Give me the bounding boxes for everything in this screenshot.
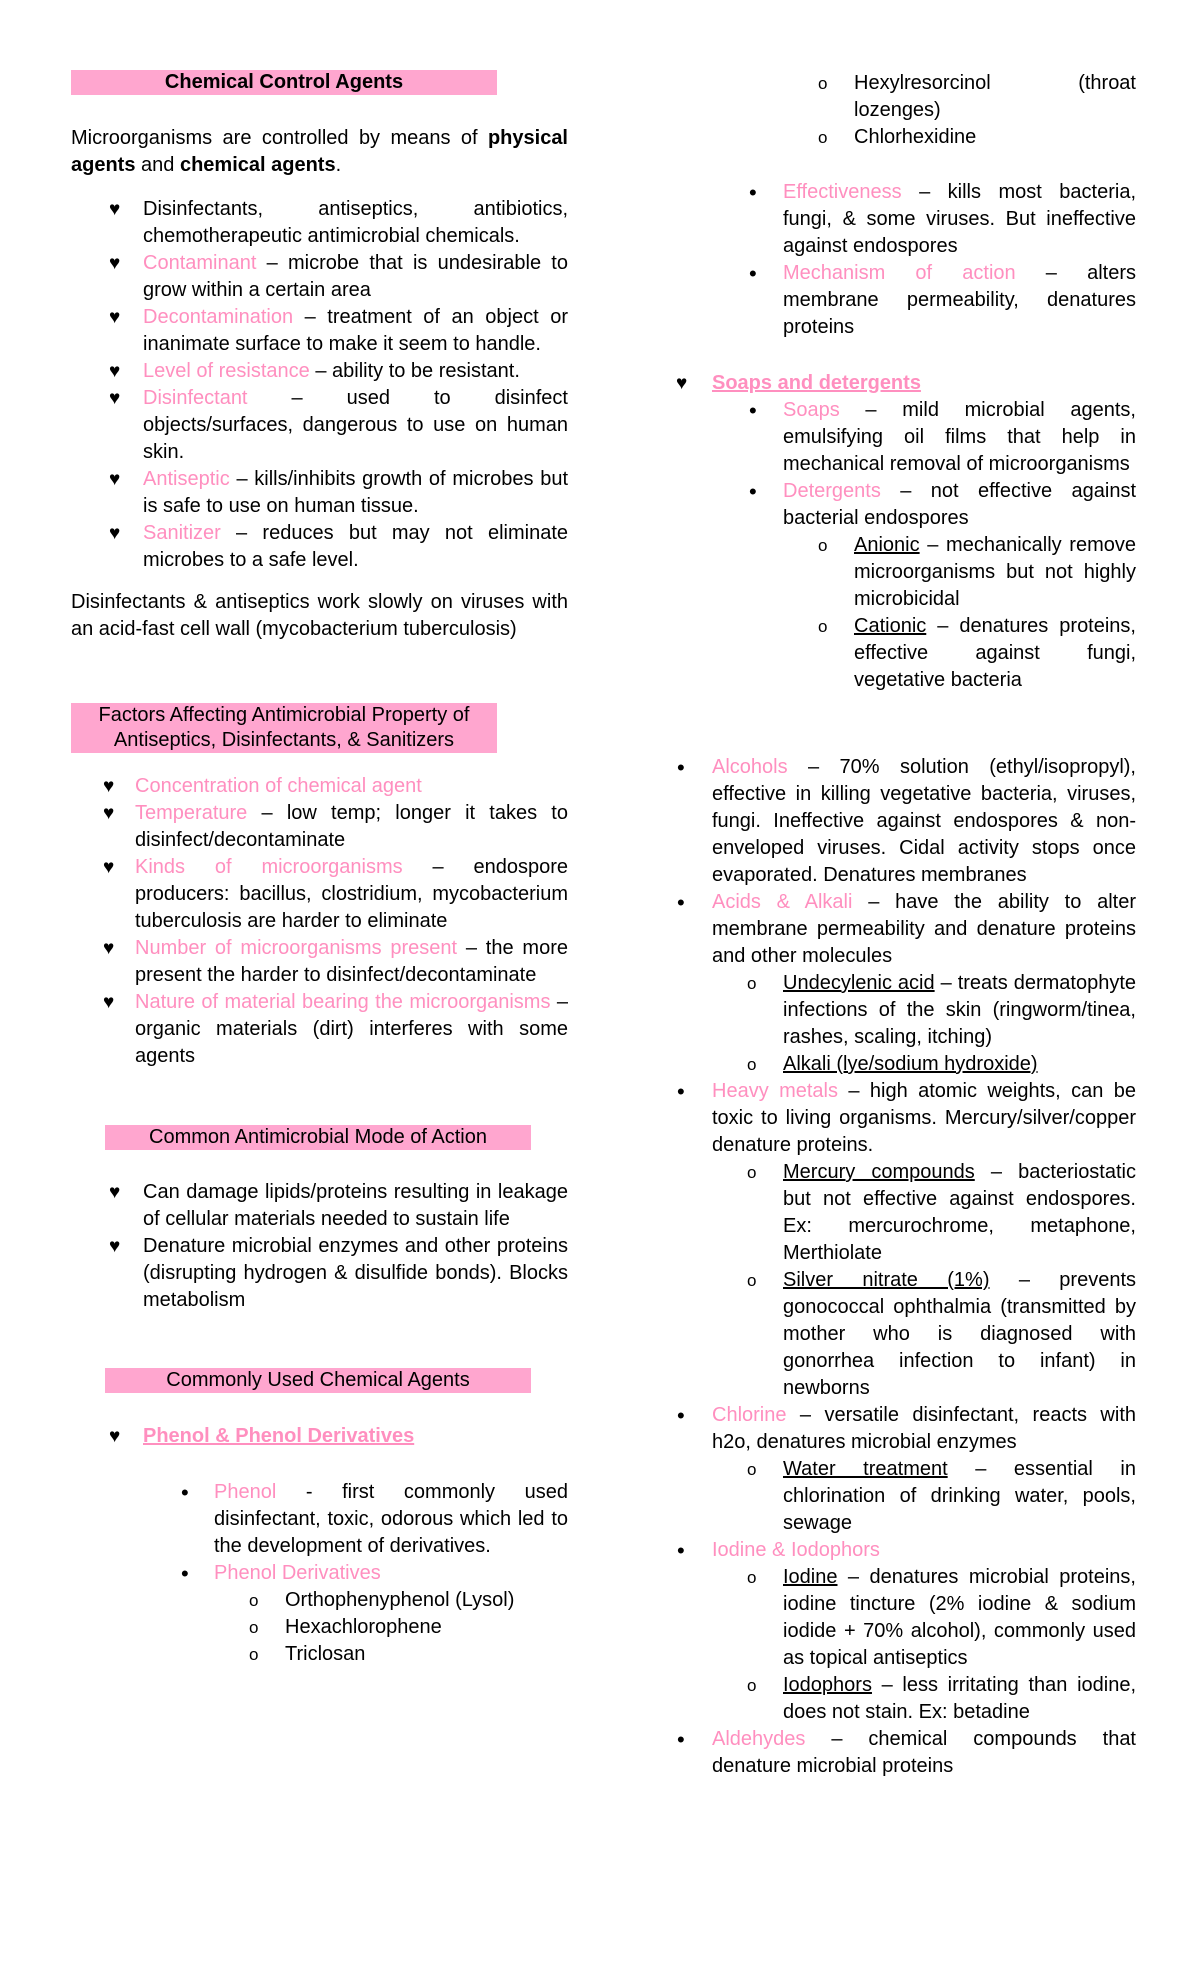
derivative-text: Hexachlorophene (285, 1616, 442, 1638)
mechanism-text: – alters membrane permeability, denatures proteins (783, 262, 1136, 338)
list-item (71, 1179, 568, 1233)
circle-bullet-icon: o (747, 1568, 757, 1587)
list-item (71, 1233, 568, 1314)
term-label: Disinfectant (143, 387, 248, 409)
term-text: – microbe that is undesirable to grow within a certain area (143, 252, 568, 301)
term-text: Disinfectants, antiseptics, antibiotics, chemotherapeutic antimicrobial chemicals. (143, 198, 568, 247)
mode-text: Can damage lipids/proteins resulting in leakage of cellular materials needed to sustain life (143, 1181, 568, 1230)
circle-bullet-icon: o (249, 1645, 259, 1664)
heart-bullet-icon: ♥ (676, 373, 688, 394)
heart-bullet-icon: ♥ (109, 469, 121, 490)
list-item (677, 1078, 1136, 1159)
list-item (682, 179, 1136, 260)
mercury-text: – bacteriostatic but not effective against endospores. Ex: mercurochrome, metaphone, Merthiolate (783, 1161, 1136, 1264)
dot-bullet-icon: • (677, 755, 685, 780)
list-item (682, 1159, 1136, 1267)
iodophors-text: – less irritating than iodine, does not stain. Ex: betadine (783, 1674, 1136, 1723)
circle-bullet-icon: o (747, 1163, 757, 1182)
mechanism-label: Mechanism of action (783, 262, 1016, 284)
list-item (71, 1560, 568, 1587)
factor-label: Nature of material bearing the microorganisms (135, 991, 551, 1013)
mode-text: Denature microbial enzymes and other proteins (disrupting hydrogen & disulfide bonds). Blocks metabolism (143, 1235, 568, 1311)
factor-label: Number of microorganisms present (135, 937, 458, 959)
undecylenic-label: Undecylenic acid (783, 972, 935, 994)
list-item (71, 250, 568, 304)
heart-bullet-icon: ♥ (103, 938, 115, 959)
anionic-label: Anionic (854, 534, 920, 556)
list-item (682, 613, 1136, 694)
list-item (682, 124, 1136, 151)
alkali-label: Alkali (lye/sodium hydroxide) (783, 1053, 1038, 1075)
list-item (71, 385, 568, 466)
soaps-title: Soaps and detergents (712, 372, 921, 394)
list-item (71, 1479, 568, 1560)
factors-list (71, 773, 568, 1070)
right-column (676, 70, 1136, 1780)
section-header-factors: Factors Affecting Antimicrobial Property of Antiseptics, Disinfectants, & Sanitizers (71, 703, 497, 753)
dot-bullet-icon: • (749, 180, 757, 205)
heart-bullet-icon: ♥ (103, 992, 115, 1013)
section-header-chemical-agents: Commonly Used Chemical Agents (105, 1368, 531, 1393)
list-item (682, 970, 1136, 1051)
silver-nitrate-label: Silver nitrate (1%) (783, 1269, 990, 1291)
circle-bullet-icon: o (818, 536, 828, 555)
factor-text: – the more present the harder to disinfect/decontaminate (135, 937, 568, 986)
heart-bullet-icon: ♥ (109, 307, 121, 328)
dot-bullet-icon: • (677, 890, 685, 915)
water-treatment-label: Water treatment (783, 1458, 948, 1480)
circle-bullet-icon: o (747, 1055, 757, 1074)
circle-bullet-icon: o (249, 1591, 259, 1610)
list-item (682, 397, 1136, 478)
left-column (71, 70, 568, 1668)
list-item (71, 935, 568, 989)
phenol-derivatives-label: Phenol Derivatives (214, 1562, 381, 1584)
effectiveness-label: Effectiveness (783, 181, 902, 203)
circle-bullet-icon: o (249, 1618, 259, 1637)
acids-label: Acids & Alkali (712, 891, 853, 913)
intro-paragraph (71, 125, 568, 179)
phenol-title: Phenol & Phenol Derivatives (143, 1425, 415, 1447)
iodophors-label: Iodophors (783, 1674, 872, 1696)
section-header-mode-of-action: Common Antimicrobial Mode of Action (105, 1125, 531, 1150)
undecylenic-text: – treats dermatophyte infections of the skin (ringworm/tinea, rashes, scaling, itching) (783, 972, 1136, 1048)
circle-bullet-icon: o (747, 1460, 757, 1479)
list-item (682, 70, 1136, 124)
derivative-text: Orthophenyphenol (Lysol) (285, 1589, 515, 1611)
term-text: – kills/inhibits growth of microbes but is safe to use on human tissue. (143, 468, 568, 517)
dot-bullet-icon: • (677, 1079, 685, 1104)
intro-text-and: and (135, 154, 180, 176)
iodine-iodophors-label: Iodine & Iodophors (712, 1539, 880, 1561)
heavy-metals-text: – high atomic weights, can be toxic to living organisms. Mercury/silver/copper denature proteins. (712, 1080, 1136, 1156)
derivative-text: Hexylresorcinol (throat lozenges) (854, 72, 1136, 121)
modes-list (71, 1179, 568, 1314)
dot-bullet-icon: • (677, 1727, 685, 1752)
heart-bullet-icon: ♥ (109, 199, 121, 220)
factor-text: – low temp; longer it takes to disinfect/decontaminate (135, 802, 568, 851)
dot-bullet-icon: • (181, 1480, 189, 1505)
detergents-text: – not effective against bacterial endospores (783, 480, 1136, 529)
soaps-section-title (676, 370, 1136, 397)
intro-period: . (335, 154, 342, 176)
cationic-label: Cationic (854, 615, 927, 637)
term-text: – reduces but may not eliminate microbes to a safe level. (143, 522, 568, 571)
term-label: Contaminant (143, 252, 257, 274)
heart-bullet-icon: ♥ (109, 253, 121, 274)
factor-label: Kinds of microorganisms (135, 856, 403, 878)
list-item (71, 466, 568, 520)
list-item (71, 358, 568, 385)
list-item (682, 1051, 1136, 1078)
chlorine-text: – versatile disinfectant, reacts with h2o, denatures microbial enzymes (712, 1404, 1136, 1453)
phenol-text: - first commonly used disinfectant, toxic, odorous which led to the development of derivatives. (214, 1481, 568, 1557)
silver-nitrate-text: – prevents gonococcal ophthalmia (transmitted by mother who is diagnosed with gonorrhea infection to infant) in newborns (783, 1269, 1136, 1399)
derivative-text: Chlorhexidine (854, 126, 977, 148)
terms-list (71, 196, 568, 574)
list-item (71, 304, 568, 358)
list-item (682, 532, 1136, 613)
circle-bullet-icon: o (818, 128, 828, 147)
factor-label: Temperature (135, 802, 248, 824)
heart-bullet-icon: ♥ (103, 776, 115, 797)
soaps-label: Soaps (783, 399, 840, 421)
list-item (682, 478, 1136, 532)
term-label: Level of resistance (143, 360, 310, 382)
mercury-label: Mercury compounds (783, 1161, 975, 1183)
effectiveness-text: – kills most bacteria, fungi, & some viruses. But ineffective against endospores (783, 181, 1136, 257)
water-treatment-text: – essential in chlorination of drinking water, pools, sewage (783, 1458, 1136, 1534)
list-item (71, 1587, 568, 1614)
list-item (677, 1402, 1136, 1456)
heart-bullet-icon: ♥ (109, 361, 121, 382)
aldehydes-label: Aldehydes (712, 1728, 806, 1750)
term-label: Sanitizer (143, 522, 221, 544)
heart-bullet-icon: ♥ (109, 523, 121, 544)
section-header-chemical-control-agents: Chemical Control Agents (71, 70, 497, 95)
list-item (682, 260, 1136, 341)
list-item (677, 1537, 1136, 1564)
factor-label: Concentration of chemical agent (135, 775, 422, 797)
circle-bullet-icon: o (818, 74, 828, 93)
heart-bullet-icon: ♥ (103, 803, 115, 824)
list-item (71, 773, 568, 800)
term-text: – ability to be resistant. (309, 360, 520, 382)
intro-bold-chemical: chemical agents (179, 154, 336, 176)
circle-bullet-icon: o (818, 617, 828, 636)
list-item (682, 1564, 1136, 1672)
heart-bullet-icon: ♥ (109, 1182, 121, 1203)
chlorine-label: Chlorine (712, 1404, 787, 1426)
list-item (71, 1641, 568, 1668)
acid-fast-paragraph: Disinfectants & antiseptics work slowly on viruses with an acid-fast cell wall (mycobacterium tuberculosis) (71, 591, 568, 640)
list-item (71, 800, 568, 854)
term-label: Decontamination (143, 306, 294, 328)
factor-text: – organic materials (dirt) interferes with some agents (135, 991, 568, 1067)
term-text: – used to disinfect objects/surfaces, dangerous to use on human skin. (143, 387, 568, 463)
iodine-text: – denatures microbial proteins, iodine tincture (2% iodine & sodium iodide + 70% alcohol), commonly used as topical antiseptics (783, 1566, 1136, 1669)
circle-bullet-icon: o (747, 1676, 757, 1695)
aldehydes-text: – chemical compounds that denature microbial proteins (712, 1728, 1136, 1777)
alcohols-label: Alcohols (712, 756, 788, 778)
list-item (71, 989, 568, 1070)
list-item (677, 754, 1136, 889)
list-item (682, 1267, 1136, 1402)
list-item (682, 1672, 1136, 1726)
anionic-text: – mechanically remove microorganisms but not highly microbicidal (854, 534, 1136, 610)
dot-bullet-icon: • (749, 479, 757, 504)
dot-bullet-icon: • (749, 261, 757, 286)
list-item (71, 854, 568, 935)
cationic-text: – denatures proteins, effective against fungi, vegetative bacteria (854, 615, 1136, 691)
derivative-text: Triclosan (285, 1643, 366, 1665)
heart-bullet-icon: ♥ (109, 1236, 121, 1257)
circle-bullet-icon: o (747, 1271, 757, 1290)
heart-bullet-icon: ♥ (103, 857, 115, 878)
phenol-section-title (71, 1423, 568, 1450)
factor-text: – endospore producers: bacillus, clostridium, mycobacterium tuberculosis are harder to eliminate (135, 856, 568, 932)
list-item (677, 889, 1136, 970)
acids-text: – have the ability to alter membrane permeability and denature proteins and other molecules (712, 891, 1136, 967)
term-label: Antiseptic (143, 468, 230, 490)
detergents-label: Detergents (783, 480, 881, 502)
heart-bullet-icon: ♥ (109, 388, 121, 409)
list-item (677, 1726, 1136, 1780)
intro-bold-physical: physical agents (71, 127, 568, 176)
dot-bullet-icon: • (677, 1403, 685, 1428)
dot-bullet-icon: • (677, 1538, 685, 1563)
list-item (682, 1456, 1136, 1537)
iodine-label: Iodine (783, 1566, 838, 1588)
intro-text: Microorganisms are controlled by means of (71, 127, 488, 149)
soaps-text: – mild microbial agents, emulsifying oil films that help in mechanical removal of microorganisms (783, 399, 1136, 475)
list-item (71, 196, 568, 250)
list-item (71, 1614, 568, 1641)
phenol-label: Phenol (214, 1481, 277, 1503)
term-text: – treatment of an object or inanimate surface to make it seem to handle. (143, 306, 568, 355)
circle-bullet-icon: o (747, 974, 757, 993)
dot-bullet-icon: • (749, 398, 757, 423)
heavy-metals-label: Heavy metals (712, 1080, 838, 1102)
dot-bullet-icon: • (181, 1561, 189, 1586)
list-item (71, 520, 568, 574)
alcohols-text: – 70% solution (ethyl/isopropyl), effective in killing vegetative bacteria, viruses, fungi. Ineffective against endospores & non-enveloped viruses. Cidal activity stops once evaporated. Denatures membranes (712, 756, 1136, 886)
heart-bullet-icon: ♥ (109, 1426, 121, 1447)
